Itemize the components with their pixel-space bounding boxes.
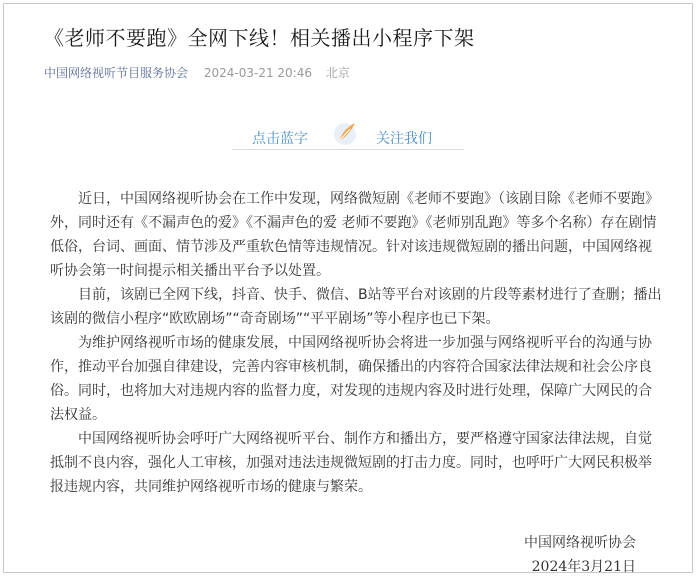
feather-quill-icon bbox=[330, 119, 360, 147]
signature-block bbox=[524, 531, 636, 579]
article-meta bbox=[44, 64, 350, 81]
follow-banner-right-text: 关注我们 bbox=[376, 131, 432, 147]
paragraph-4: 中国网络视听协会呼吁广大网络视听平台、制作方和播出方，要严格遵守国家法律法规，自觉抵制不良内容，强化人工审核，加强对违法违规微短剧的打击力度。同时，也呼吁广大网民积极举报违规内容，共同维护网络视听市场的健康与繁荣。 bbox=[50, 431, 652, 495]
article-title: 《老师不要跑》全网下线！相关播出小程序下架 bbox=[44, 26, 475, 50]
publish-time: 2024-03-21 20:46 bbox=[203, 66, 312, 80]
article-frame bbox=[3, 3, 693, 573]
paragraph-1: 近日，中国网络视听协会在工作中发现，网络微短剧《老师不要跑》（该剧目除《老师不要跑》外，同时还有《不漏声色的爱》《不漏声色的爱 老师不要跑》《老师别乱跑》等多个名称）存在剧情低俗，台词、画面、情节涉及严重软色情等违规情况。针对该违规微短剧的播出问题，中国网络视听协会第一时间提示相关播出平台予以处置。 bbox=[50, 191, 659, 279]
banner-underline bbox=[232, 149, 464, 150]
publish-location: 北京 bbox=[325, 66, 350, 80]
signature-org: 中国网络视听协会 bbox=[524, 535, 636, 551]
paragraph-2: 目前，该剧已全网下线，抖音、快手、微信、B站等平台对该剧的片段等素材进行了查删；播出该剧的微信小程序“欧欧剧场”“奇奇剧场”“平平剧场”等小程序也已下架。 bbox=[50, 287, 662, 327]
source-account-link[interactable]: 中国网络视听节目服务协会 bbox=[44, 66, 189, 80]
signature-date: 2024年3月21日 bbox=[531, 559, 636, 575]
follow-banner-left-text: 点击蓝字 bbox=[252, 131, 308, 147]
follow-banner[interactable] bbox=[232, 117, 464, 151]
paragraph-3: 为维护网络视听市场的健康发展，中国网络视听协会将进一步加强与网络视听平台的沟通与协作，推动平台加强自律建设，完善内容审核机制，确保播出的内容符合国家法律法规和社会公序良俗。同时，也将加大对违规内容的监督力度，对发现的违规内容及时进行处理，保障广大网民的合法权益。 bbox=[50, 335, 652, 423]
article-body bbox=[50, 187, 664, 499]
